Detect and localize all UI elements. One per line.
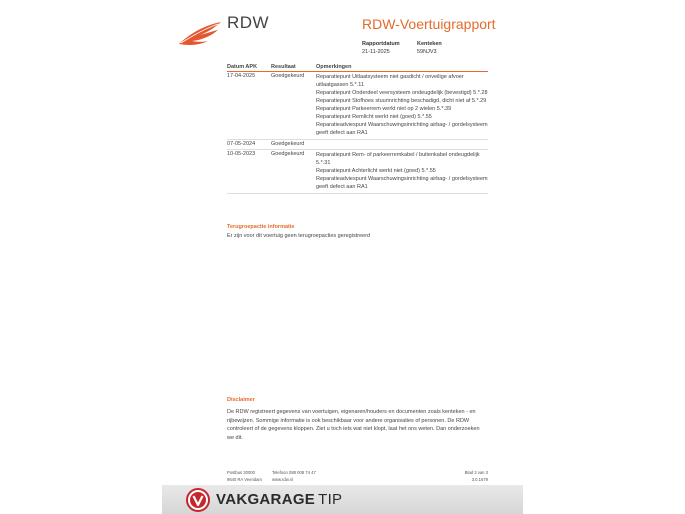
footer-place: 9640 RA Veendam bbox=[227, 477, 262, 482]
report-date-label: Rapportdatum bbox=[362, 41, 400, 47]
apk-table-header bbox=[227, 64, 488, 72]
vakgarage-logo-icon bbox=[186, 488, 210, 512]
remark-item: Reparatieadviespunt Waarschuwingsinrichting airbag- / gordelsysteem geeft defect aan RA1 bbox=[316, 176, 488, 190]
disclaimer-title: Disclaimer bbox=[227, 397, 255, 403]
rdw-feather-logo-icon bbox=[178, 20, 222, 46]
footer-pagination bbox=[458, 469, 488, 483]
remark-item: Reparatieadviespunt Waarschuwingsinrichting airbag- / gordelsysteem geeft defect aan RA1 bbox=[316, 122, 488, 136]
disclaimer-text-part2: controleert of de gegevens kloppen. Ziet u toch iets wat niet klopt, laat het ons weten. Dan onderzoeken we dit. bbox=[227, 426, 480, 441]
footer-web: www.rdw.nl bbox=[272, 477, 293, 482]
remark-item: Reparatiepunt Remlicht werkt niet (goed) 5.*.55 bbox=[316, 114, 432, 120]
footer-contact bbox=[272, 469, 316, 483]
license-plate bbox=[417, 40, 442, 56]
apk-result: Goedgekeurd bbox=[271, 141, 305, 147]
header-remarks: Opmerkingen bbox=[316, 64, 352, 70]
apk-date: 10-05-2023 bbox=[227, 151, 256, 157]
apk-remarks bbox=[316, 73, 488, 137]
apk-remarks bbox=[316, 141, 488, 147]
vakgarage-wordmark bbox=[216, 491, 342, 508]
remark-item: Reparatiepunt Stofhoes stuurinrichting beschadigd, dicht niet af 5.*.29 bbox=[316, 98, 487, 104]
footer-page: Blad 3 van 3 bbox=[464, 470, 488, 475]
footer-phone: Telefoon 088 008 74 47 bbox=[272, 470, 316, 475]
footer-version: 3.0.1679 bbox=[471, 477, 488, 482]
apk-result: Goedgekeurd bbox=[271, 73, 305, 79]
apk-date: 17-04-2025 bbox=[227, 73, 256, 79]
apk-result: Goedgekeurd bbox=[271, 151, 305, 157]
disclaimer-text-part1: De RDW registreert gegevens van voertuigen, eigenaren/houders en documenten zoals kenteken - en rijbewijzen. Sommige informatie is ook beschikbaar voor andere organisaties of personen. De RDW bbox=[227, 409, 476, 424]
report-date bbox=[362, 40, 400, 56]
remark-item: Reparatiepunt Uitlaatsysteem niet gasdicht / onveilige afvoer uitlaatgassen 5.*.11 bbox=[316, 74, 464, 88]
recall-text: Er zijn voor dit voertuig geen terugroepacties geregistreerd bbox=[227, 233, 371, 239]
apk-date: 07-05-2024 bbox=[227, 141, 256, 147]
license-plate-label: Kenteken bbox=[417, 41, 442, 47]
remark-item: Reparatiepunt Achterlicht werkt niet (goed) 5.*.55 bbox=[316, 168, 436, 174]
footer-postbus: Postbus 30000 bbox=[227, 470, 255, 475]
table-row bbox=[227, 140, 488, 150]
header-date: Datum APK bbox=[227, 64, 258, 70]
remark-item: Reparatiepunt Onderdeel veersysteem ondeugdelijk (bevestigd) 5.*.28 bbox=[316, 90, 488, 96]
vakgarage-brand: VAKGARAGE bbox=[216, 491, 316, 508]
table-row bbox=[227, 150, 488, 194]
remark-item: Reparatiepunt Parkeerrem werkt niet op 2 wielen 5.*.39 bbox=[316, 106, 452, 112]
disclaimer-text bbox=[227, 408, 487, 442]
apk-remarks bbox=[316, 151, 488, 191]
report-title: RDW-Voertuigrapport bbox=[362, 16, 496, 32]
report-date-value: 21-11-2025 bbox=[362, 49, 390, 55]
license-plate-value: 59NJV3 bbox=[417, 49, 437, 55]
recall-title: Terugroepactie informatie bbox=[227, 224, 295, 230]
brand-name: RDW bbox=[227, 13, 270, 32]
vakgarage-tip: TIP bbox=[318, 491, 343, 508]
footer-address bbox=[227, 469, 262, 483]
remark-item: Reparatiepunt Rem- of parkeerremkabel / buitenkabel ondeugdelijk 5.*.31 bbox=[316, 152, 480, 166]
apk-table bbox=[227, 64, 488, 194]
header-result: Resultaat bbox=[271, 64, 296, 70]
table-row bbox=[227, 72, 488, 140]
